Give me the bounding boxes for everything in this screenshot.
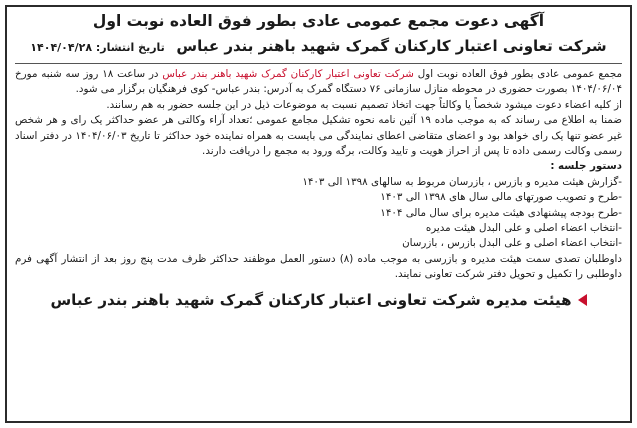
agenda-item: -گزارش هیئت مدیره و بازرس ، بازرسان مربوط به سالهای ۱۳۹۸ الی ۱۴۰۳ xyxy=(302,175,622,188)
notice-header xyxy=(15,11,622,59)
board-signature: هیئت مدیره شرکت تعاونی اعتبار کارکنان گمرک شهید باهنر بندر عباس xyxy=(50,290,572,309)
agenda-item: -انتخاب اعضاء اصلی و علی البدل هیئت مدیره xyxy=(425,222,622,235)
invitation-text-end: در ساعت ۱۸ روز سه شنبه مورخ ۱۴۰۴/۰۶/۰۴ بصورت حضوری در محوطه منازل سازمانی ۷۶ دستگاه گمرک به آدرس: بندر عباس- کوی فرهنگیان برگزار می شود. xyxy=(15,68,622,96)
attendance-paragraph: از کلیه اعضاء دعوت میشود شخصاً یا وکالتاً جهت اتخاذ تصمیم نسبت به موضوعات ذیل در این جلسه حضور به هم رسانند. xyxy=(106,98,622,111)
agenda-item: -انتخاب اعضاء اصلی و علی البدل بازرس ، بازرسان xyxy=(402,237,622,250)
invitation-paragraph xyxy=(15,67,622,98)
header-divider xyxy=(15,63,622,64)
agenda-title: دستور جلسه : xyxy=(550,160,622,173)
announcement-notice xyxy=(5,5,632,423)
publish-date: تاریخ انتشار: ۱۴۰۴/۰۴/۲۸ xyxy=(30,41,165,54)
notice-footer xyxy=(15,290,622,310)
notice-title: آگهی دعوت مجمع عمومی عادی بطور فوق العاده نوبت اول xyxy=(92,12,545,30)
agenda-list xyxy=(15,175,622,252)
invitation-text-start: مجمع عمومی عادی بطور فوق العاده نوبت اول xyxy=(413,68,622,80)
proxy-rules-paragraph: ضمنا به اطلاع می رساند که به موجب ماده ۱۹ آئین نامه نحوه تشکیل مجامع عمومی ؛تعداد آراء وکالتی هر عضو حداکثر یک رای و هر شخص غیر عضو تنها یک رای خواهد بود و اعضای متقاضی اعطای نمایندگی می بایست به همراه نماینده خود حداکثر تا تاریخ ۱۴۰۴/۰۶/۰۳ در دفتر اسناد رسمی وکالت رسمی داده تا پس از احراز هویت و تایید وکالت، برگه ورود به مجمع را دریافت دارند. xyxy=(15,114,623,158)
agenda-item: -طرح بودجه پیشنهادی هیئت مدیره برای سال مالی ۱۴۰۴ xyxy=(380,206,622,219)
agenda-item: -طرح و تصویب صورتهای مالی سال های ۱۳۹۸ الی ۱۴۰۳ xyxy=(380,191,622,204)
cooperative-name-highlight: شرکت تعاونی اعتبار کارکنان گمرک شهید باهنر بندر عباس xyxy=(162,68,414,80)
candidates-paragraph: داوطلبان تصدی سمت هیئت مدیره و بازرسی به موجب ماده (۸) دستور العمل موظفند حداکثر ظرف مدت پنج روز بعد از انتشار آگهی فرم داوطلبی را تکمیل و تحویل دفتر شرکت تعاونی نمایند. xyxy=(15,252,622,281)
triangle-bullet-icon xyxy=(578,294,587,306)
notice-body xyxy=(15,67,622,283)
cooperative-name: شرکت تعاونی اعتبار کارکنان گمرک شهید باهنر بندر عباس xyxy=(176,37,607,55)
header-second-row xyxy=(15,33,622,59)
